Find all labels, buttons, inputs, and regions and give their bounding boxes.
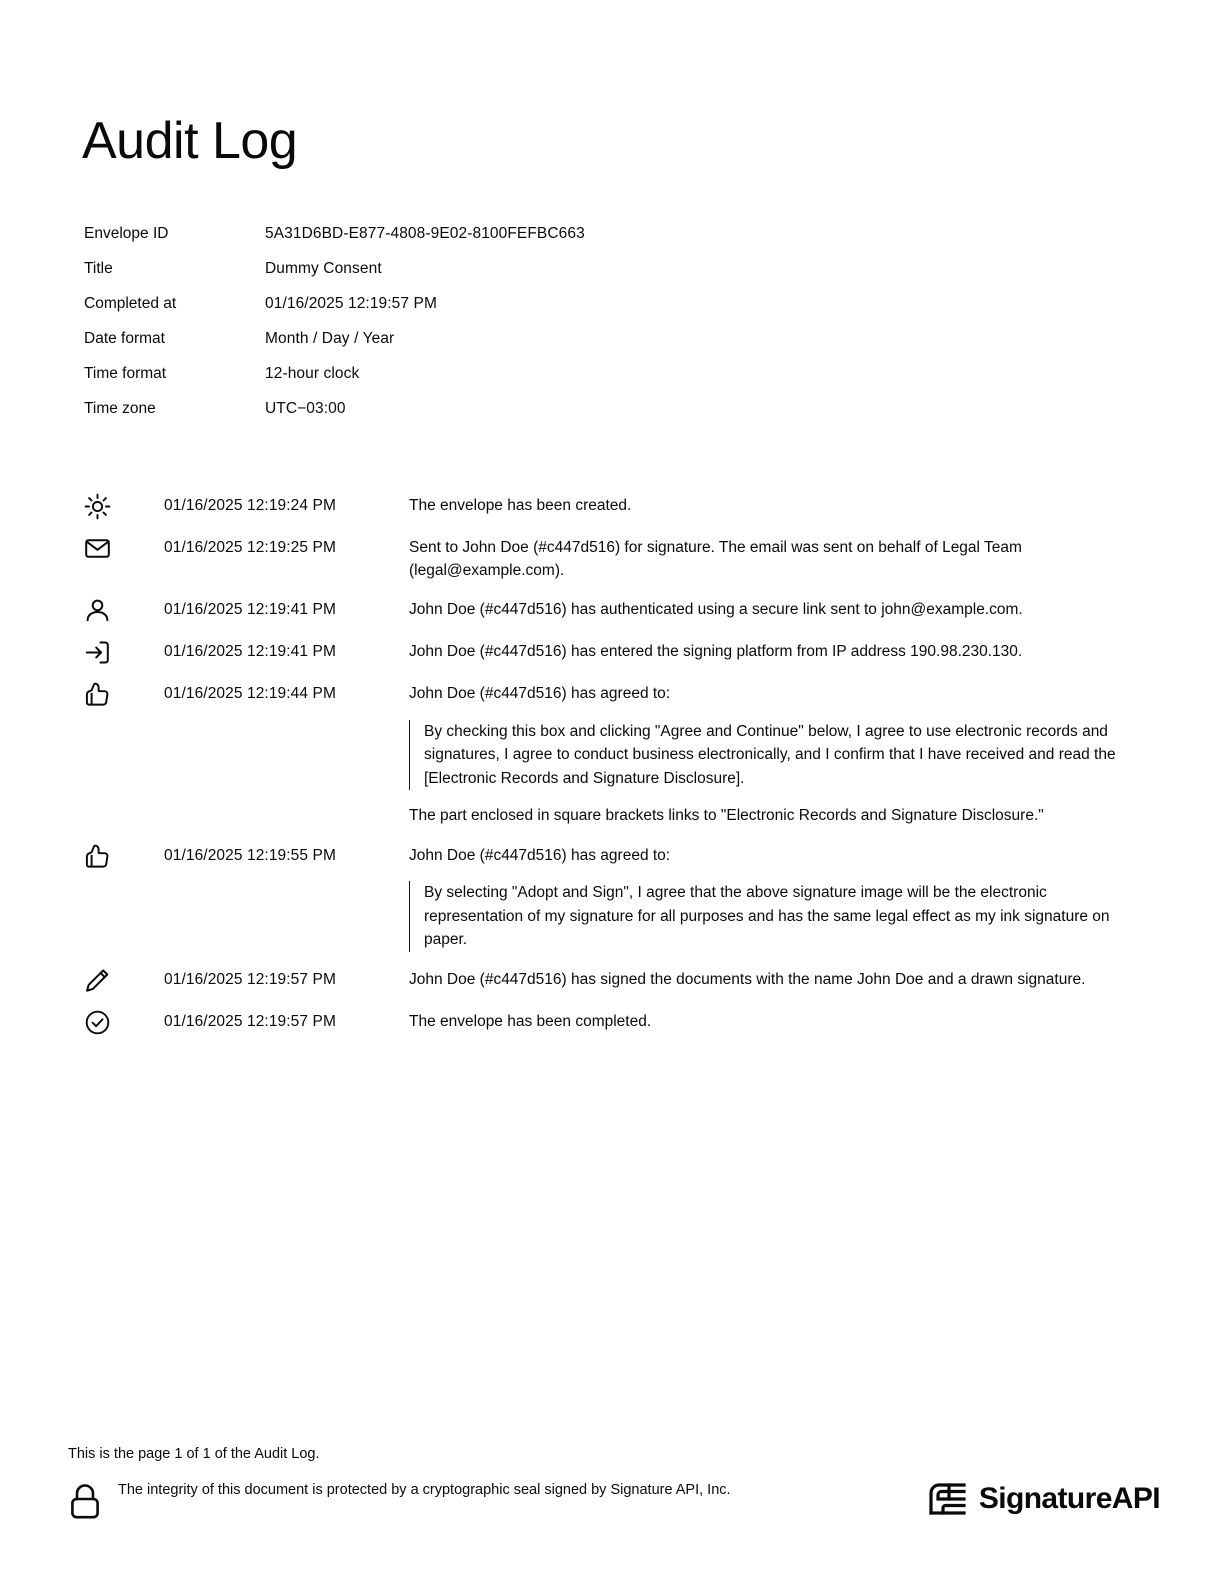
event-timestamp: 01/16/2025 12:19:24 PM <box>164 497 336 514</box>
brand-name: SignatureAPI <box>978 1482 1160 1515</box>
metadata-label: Time format <box>84 365 167 382</box>
metadata-label: Time zone <box>84 400 156 417</box>
event-timestamp: 01/16/2025 12:19:25 PM <box>164 539 336 556</box>
event-timeline <box>84 492 1140 1050</box>
cryptographic-seal-notice <box>68 1480 731 1520</box>
metadata-value: 01/16/2025 12:19:57 PM <box>265 295 437 312</box>
event-body <box>409 1008 1140 1034</box>
event-description: The envelope has been completed. <box>409 1012 652 1030</box>
page-footer <box>68 1444 1160 1520</box>
thumbs-up-icon <box>84 680 164 708</box>
metadata-row <box>84 321 984 356</box>
event-note: The part enclosed in square brackets links to "Electronic Records and Signature Disclosure." <box>409 807 1044 824</box>
check-circle-icon <box>84 1008 164 1036</box>
event-description: John Doe (#c447d516) has agreed to: <box>409 846 671 864</box>
envelope-icon <box>84 534 164 562</box>
metadata-row <box>84 251 984 286</box>
event-body <box>409 966 1140 992</box>
thumbs-up-icon <box>84 842 164 870</box>
event-body <box>409 842 1140 952</box>
event-timestamp: 01/16/2025 12:19:44 PM <box>164 685 336 702</box>
lock-icon <box>68 1480 102 1520</box>
metadata-label: Title <box>84 260 113 277</box>
event-row <box>84 638 1140 666</box>
metadata-value: UTC−03:00 <box>265 400 346 417</box>
event-body <box>409 534 1140 582</box>
event-body <box>409 492 1140 518</box>
event-row <box>84 1008 1140 1036</box>
metadata-row <box>84 286 984 321</box>
event-description: The envelope has been created. <box>409 497 632 514</box>
metadata-label: Envelope ID <box>84 225 169 242</box>
metadata-label: Date format <box>84 330 165 347</box>
metadata-value: 12-hour clock <box>265 365 360 382</box>
envelope-metadata-table <box>84 216 984 426</box>
event-body <box>409 596 1140 622</box>
sun-icon <box>84 492 164 520</box>
event-row <box>84 534 1140 582</box>
event-timestamp: 01/16/2025 12:19:57 PM <box>164 970 336 988</box>
event-timestamp: 01/16/2025 12:19:55 PM <box>164 846 336 864</box>
event-body <box>409 680 1140 828</box>
metadata-row <box>84 391 984 426</box>
person-icon <box>84 596 164 624</box>
event-description: John Doe (#c447d516) has signed the documents with the name John Doe and a drawn signature. <box>409 970 1086 988</box>
event-row <box>84 966 1140 994</box>
metadata-value: Month / Day / Year <box>265 330 395 347</box>
event-timestamp: 01/16/2025 12:19:41 PM <box>164 601 336 618</box>
event-row <box>84 680 1140 828</box>
event-quote: By selecting "Adopt and Sign", I agree that the above signature image will be the electronic representation of my signature for all purposes and has the same legal effect as my ink signature on paper. <box>409 881 1124 952</box>
metadata-value: Dummy Consent <box>265 260 382 277</box>
event-description: John Doe (#c447d516) has agreed to: <box>409 685 671 702</box>
brand-logo <box>925 1478 1160 1520</box>
event-description: John Doe (#c447d516) has authenticated using a secure link sent to john@example.com. <box>409 601 1023 618</box>
event-description: Sent to John Doe (#c447d516) for signature. The email was sent on behalf of Legal Team (legal@example.com). <box>409 539 1022 579</box>
event-description: John Doe (#c447d516) has entered the signing platform from IP address 190.98.230.130. <box>409 643 1023 660</box>
event-row <box>84 492 1140 520</box>
event-row <box>84 842 1140 952</box>
event-timestamp: 01/16/2025 12:19:57 PM <box>164 1012 336 1030</box>
metadata-row <box>84 356 984 391</box>
event-quote: By checking this box and clicking "Agree and Continue" below, I agree to use electronic records and signatures, I agree to conduct business electronically, and I confirm that I have received and read the [Electronic Records and Signature Disclosure]. <box>409 720 1124 791</box>
login-icon <box>84 638 164 666</box>
signatureapi-logo-mark-icon <box>925 1478 967 1520</box>
metadata-value: 5A31D6BD-E877-4808-9E02-8100FEFBC663 <box>265 225 585 242</box>
seal-text: The integrity of this document is protected by a cryptographic seal signed by Signature API, Inc. <box>118 1482 731 1498</box>
event-row <box>84 596 1140 624</box>
footer-bottom-row <box>68 1478 1160 1520</box>
metadata-label: Completed at <box>84 295 177 312</box>
event-timestamp: 01/16/2025 12:19:41 PM <box>164 643 336 660</box>
pencil-icon <box>84 966 164 994</box>
event-body <box>409 638 1140 664</box>
page-title: Audit Log <box>82 111 298 170</box>
footer-page-note: This is the page 1 of 1 of the Audit Log. <box>68 1446 320 1462</box>
metadata-row <box>84 216 984 251</box>
